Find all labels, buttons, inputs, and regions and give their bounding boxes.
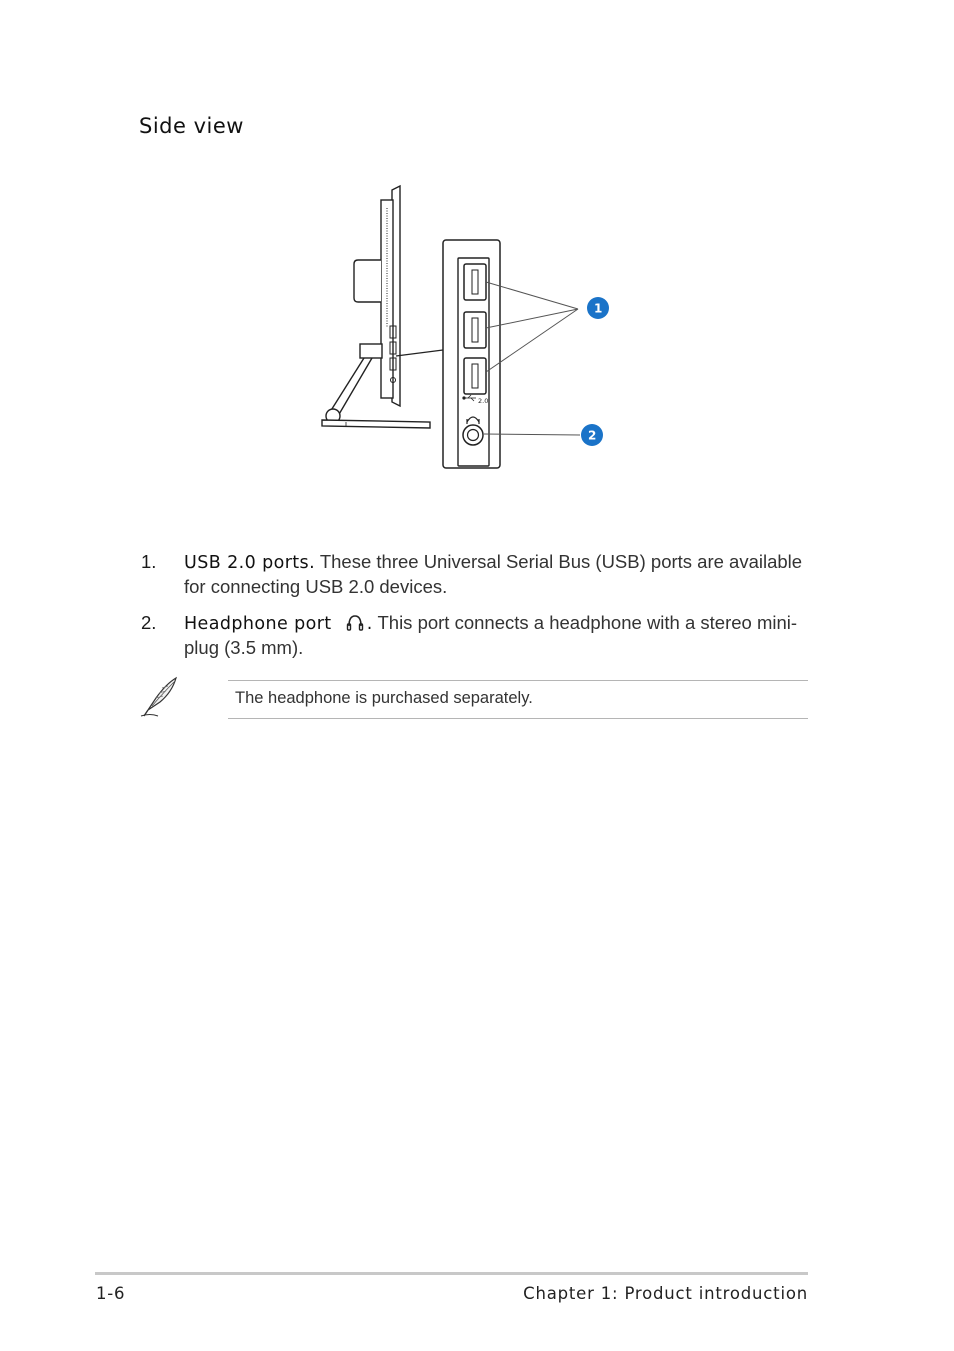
- list-item-headphone: [139, 611, 819, 660]
- headphone-icon: [345, 613, 365, 633]
- side-view-illustration: [300, 178, 640, 478]
- note-pen-icon: [138, 676, 182, 720]
- note-box: [228, 680, 808, 719]
- monitor-side-profile: [322, 186, 430, 428]
- callout-badge-2: [581, 424, 603, 446]
- callout-badge-1: [587, 297, 609, 319]
- list-item-description: This port connects a headphone with a stereo mini-plug (3.5 mm).: [184, 612, 798, 658]
- footer-divider: [95, 1272, 808, 1275]
- list-item-lead: USB 2.0 ports.: [184, 553, 316, 573]
- list-item-description: These three Universal Serial Bus (USB) ports are available for connecting USB 2.0 devices.: [184, 551, 803, 597]
- feature-list: [139, 550, 819, 672]
- list-item-number: 2.: [141, 612, 157, 633]
- list-item-usb: [139, 550, 819, 599]
- note-text: The headphone is purchased separately.: [235, 689, 533, 707]
- list-item-lead-suffix: .: [366, 614, 373, 634]
- usb-version-label: 2.0: [478, 397, 489, 405]
- svg-text:1: 1: [594, 301, 603, 316]
- zoom-connector-line: [396, 350, 443, 356]
- list-item-number: 1.: [141, 551, 157, 572]
- section-heading: Side view: [139, 114, 244, 138]
- list-item-lead: Headphone port: [184, 614, 332, 634]
- page-number: 1-6: [96, 1284, 126, 1303]
- chapter-title: Chapter 1: Product introduction: [523, 1284, 808, 1303]
- svg-text:2: 2: [588, 428, 597, 443]
